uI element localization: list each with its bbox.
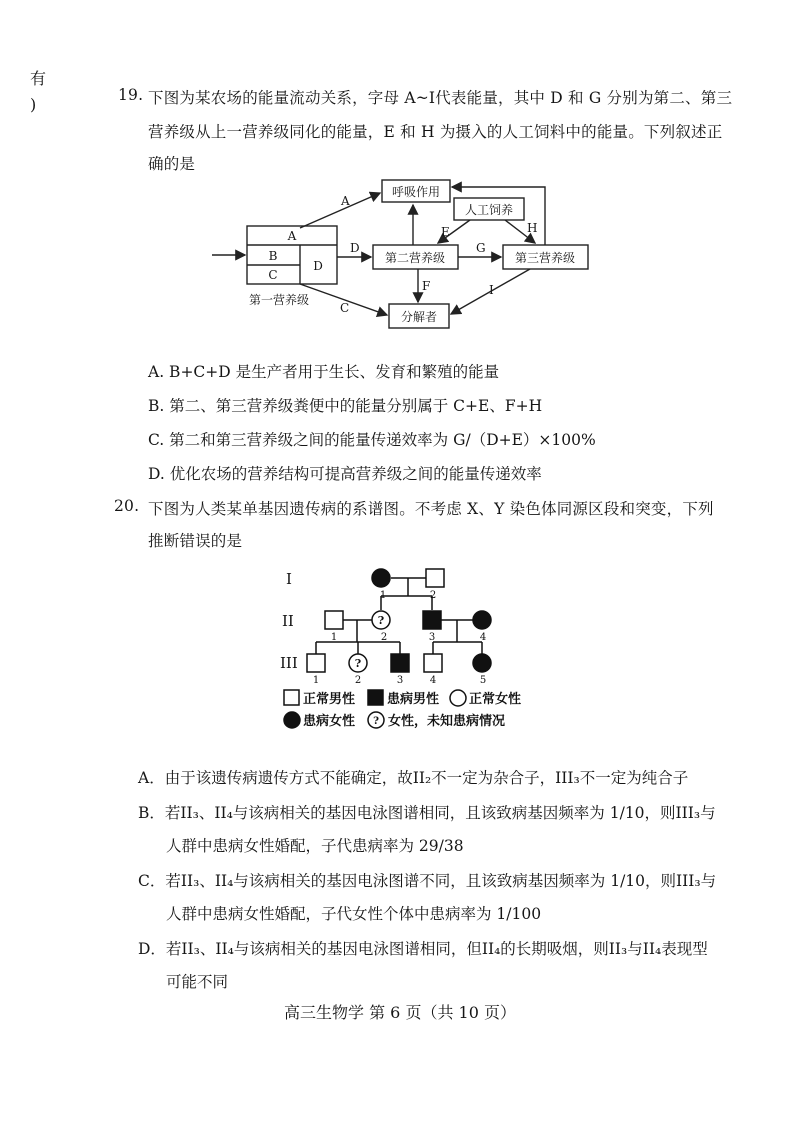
legend-normal-male-symbol bbox=[284, 690, 299, 705]
level3-label: 第三营养级 bbox=[514, 251, 576, 265]
pedigree-iii4-number: 4 bbox=[429, 675, 437, 686]
pedigree-ii2-question-mark: ? bbox=[377, 614, 385, 627]
q20-option-b-line1: B．若II₃、II₄与该病相关的基因电泳图谱相同，且该致病基因频率为 1/10，则III₃与 bbox=[138, 804, 716, 822]
pedigree-iii5-affected-female bbox=[473, 654, 491, 672]
generation-ii-label: II bbox=[282, 612, 294, 630]
margin-note-line1: 有 bbox=[30, 69, 47, 88]
q19-stem-line2: 营养级从上一营养级同化的能量，E 和 H 为摄入的人工饲料中的能量。下列叙述正 bbox=[148, 123, 723, 141]
pedigree-iii2-question-mark: ? bbox=[354, 657, 362, 670]
box-d-label: D bbox=[313, 259, 323, 273]
arrow-a-label: A bbox=[341, 194, 350, 208]
box-a-label: A bbox=[287, 229, 297, 243]
pedigree-iii2-number: 2 bbox=[354, 675, 362, 686]
generation-iii-label: III bbox=[280, 654, 298, 672]
pedigree-i2-normal-male bbox=[426, 569, 444, 587]
q19-number: 19. bbox=[118, 86, 144, 104]
q20-option-b-line2: 人群中患病女性婚配，子代患病率为 29/38 bbox=[166, 837, 464, 855]
box-b-label: B bbox=[268, 249, 278, 263]
legend-unknown-female-label: 女性，未知患病情况 bbox=[388, 714, 506, 729]
legend-affected-male-symbol bbox=[368, 690, 383, 705]
box-c-label: C bbox=[268, 268, 278, 282]
arrow-d-label: D bbox=[350, 241, 360, 255]
q20-option-a: A．由于该遗传病遗传方式不能确定，故II₂不一定为杂合子，III₃不一定为纯合子 bbox=[138, 769, 689, 787]
pedigree-i2-number: 2 bbox=[429, 590, 437, 601]
arrow-c-label: C bbox=[340, 301, 350, 315]
q20-stem-line2: 推断错误的是 bbox=[148, 532, 243, 550]
pedigree-iii5-number: 5 bbox=[479, 675, 487, 686]
q19-stem-line3: 确的是 bbox=[148, 155, 196, 173]
q20-option-d-line1: D．若II₃、II₄与该病相关的基因电泳图谱相同，但II₄的长期吸烟，则II₃与II₄表现型 bbox=[138, 940, 708, 958]
legend-normal-female-symbol bbox=[450, 690, 466, 706]
decomposer-label: 分解者 bbox=[400, 310, 438, 324]
legend-normal-male-label: 正常男性 bbox=[303, 692, 356, 707]
q20-option-c-line1: C．若II₃、II₄与该病相关的基因电泳图谱不同，且该致病基因频率为 1/10，则III₃与 bbox=[138, 872, 717, 890]
page-footer: 高三生物学 第 6 页（共 10 页） bbox=[284, 1003, 516, 1022]
pedigree-ii3-affected-male bbox=[423, 611, 441, 629]
pedigree-iii1-number: 1 bbox=[312, 675, 320, 686]
q19-option-c: C. 第二和第三营养级之间的能量传递效率为 G/（D+E）×100% bbox=[148, 431, 596, 449]
legend-unknown-question-mark: ? bbox=[373, 716, 379, 727]
arrow-g-label: G bbox=[476, 241, 486, 255]
legend-affected-female-symbol bbox=[284, 712, 300, 728]
arrow-h-label: H bbox=[527, 221, 538, 235]
q20-stem-line1: 下图为人类某单基因遗传病的系谱图。不考虑 X、Y 染色体同源区段和突变，下列 bbox=[148, 500, 714, 518]
respiration-label: 呼吸作用 bbox=[391, 185, 441, 199]
arrow-i-label: I bbox=[489, 283, 494, 297]
pedigree-ii1-number: 1 bbox=[330, 632, 338, 643]
pedigree-ii1-normal-male bbox=[325, 611, 343, 629]
arrow-e-label: E bbox=[441, 225, 450, 239]
pedigree-ii3-number: 3 bbox=[428, 632, 436, 643]
pedigree-ii4-affected-female bbox=[473, 611, 491, 629]
pedigree-ii2-number: 2 bbox=[380, 632, 388, 643]
q19-option-b: B. 第二、第三营养级粪便中的能量分别属于 C+E、F+H bbox=[148, 397, 543, 415]
pedigree-iii3-affected-male bbox=[391, 654, 409, 672]
level2-label: 第二营养级 bbox=[384, 251, 446, 265]
pedigree-iii4-normal-male bbox=[424, 654, 442, 672]
q19-option-d: D. 优化农场的营养结构可提高营养级之间的能量传递效率 bbox=[148, 465, 542, 483]
legend-affected-female-label: 患病女性 bbox=[303, 714, 356, 729]
q20-number: 20. bbox=[114, 497, 140, 515]
q20-option-c-line2: 人群中患病女性婚配，子代女性个体中患病率为 1/100 bbox=[166, 905, 542, 923]
q20-option-d-line2: 可能不同 bbox=[166, 973, 229, 991]
pedigree-iii3-number: 3 bbox=[396, 675, 404, 686]
generation-i-label: I bbox=[286, 570, 292, 588]
pedigree-iii1-normal-male bbox=[307, 654, 325, 672]
q19-stem-line1: 下图为某农场的能量流动关系，字母 A~I代表能量，其中 D 和 G 分别为第二、第三 bbox=[148, 89, 733, 107]
feed-label: 人工饲养 bbox=[464, 203, 514, 217]
arrow-f-label: F bbox=[422, 279, 431, 293]
legend-normal-female-label: 正常女性 bbox=[469, 692, 522, 707]
margin-note-line2: ) bbox=[30, 95, 37, 114]
legend-affected-male-label: 患病男性 bbox=[387, 692, 440, 707]
pedigree-i1-number: 1 bbox=[379, 590, 387, 601]
q19-option-a: A. B+C+D 是生产者用于生长、发育和繁殖的能量 bbox=[148, 363, 500, 381]
pedigree-ii4-number: 4 bbox=[479, 632, 487, 643]
pedigree-i1-affected-female bbox=[372, 569, 390, 587]
level1-label: 第一营养级 bbox=[248, 293, 310, 307]
